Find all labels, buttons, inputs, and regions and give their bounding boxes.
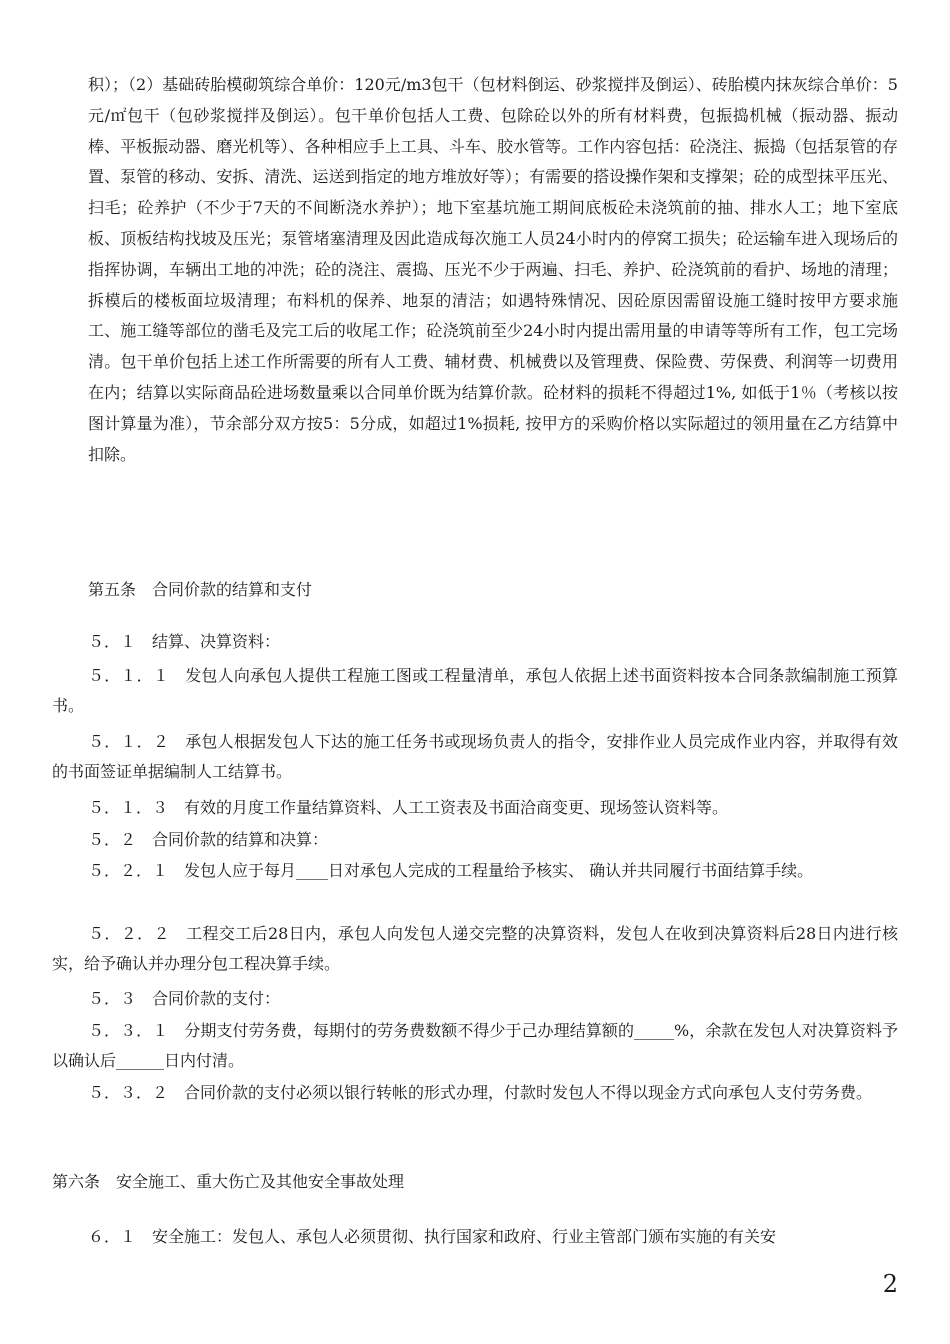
clause-6-1: ６．１ 安全施工：发包人、承包人必须贯彻、执行国家和政府、行业主管部门颁布实施的有关安	[88, 1227, 777, 1246]
article-5-heading: 第五条 合同价款的结算和支付	[88, 580, 313, 599]
clause-5-2: ５．２ 合同价款的结算和决算：	[88, 830, 329, 849]
clause-5-1-2: ５．１．２ 承包人根据发包人下达的施工任务书或现场负责人的指令，安排作业人员完成作业内容，并取得有效的书面签证单据编制人工结算书。	[52, 732, 898, 781]
clause-5-3: ５．３ 合同价款的支付：	[88, 989, 281, 1008]
body-paragraph: 积）；（2）基础砖胎模砌筑综合单价：120元/m3包干（包材料倒运、砂浆搅拌及倒运）、砖胎模内抹灰综合单价：5元/㎡包干（包砂浆搅拌及倒运）。包干单价包括人工费、包除砼以外的所有材料费，包振捣机械（振动器、振动棒、平板振动器、磨光机等）、各种相应手上工具、斗车、胶水管等。工作内容包括：砼浇注、振捣（包括泵管的存置、泵管的移动、安拆、清洗、运送到指定的地方堆放好等）；有需要的搭设操作架和支撑架；砼的成型抹平压光、扫毛；砼养护（不少于7天的不间断浇水养护）；地下室基坑施工期间底板砼未浇筑前的抽、排水人工；地下室底板、顶板结构找坡及压光；泵管堵塞清理及因此造成每次施工人员24小时内的停窝工损失；砼运输车进入现场后的指挥协调，车辆出工地的冲洗；砼的浇注、震捣、压光不少于两遍、扫毛、养护、砼浇筑前的看护、场地的清理；拆模后的楼板面垃圾清理；布料机的保养、地泵的清洁；如遇特殊情况、因砼原因需留设施工缝时按甲方要求施工、施工缝等部位的凿毛及完工后的收尾工作；砼浇筑前至少24小时内提出需用量的申请等等所有工作，包工完场清。包干单价包括上述工作所需要的所有人工费、辅材费、机械费以及管理费、保险费、劳保费、利润等一切费用在内；结算以实际商品砼进场数量乘以合同单价既为结算价款。砼材料的损耗不得超过1%, 如低于1％（考核以按图计算量为准），节余部分双方按5：5分成，如超过1%损耗, 按甲方的采购价格以实际超过的领用量在乙方结算中扣除。	[88, 75, 898, 464]
clause-5-2-2: ５．２．２ 工程交工后28日内，承包人向发包人递交完整的决算资料，发包人在收到决算资料后28日内进行核实，给予确认并办理分包工程决算手续。	[52, 924, 898, 973]
clause-5-3-2: ５．３．２ 合同价款的支付必须以银行转帐的形式办理，付款时发包人不得以现金方式向承包人支付劳务费。	[88, 1083, 873, 1102]
page-number: 2	[882, 1270, 898, 1298]
article-6-heading: 第六条 安全施工、重大伤亡及其他安全事故处理	[52, 1172, 405, 1191]
clause-5-3-1: ５．３．１ 分期支付劳务费，每期付的劳务费数额不得少于己办理结算额的_____%，余款在发包人对决算资料予以确认后______日内付清。	[52, 1021, 898, 1070]
clause-5-1-1: ５．１．１ 发包人向承包人提供工程施工图或工程量清单，承包人依据上述书面资料按本合同条款编制施工预算书。	[52, 666, 898, 715]
clause-5-1-3: ５．１．３ 有效的月度工作量结算资料、人工工资表及书面洽商变更、现场签认资料等。	[88, 798, 729, 817]
clause-5-2-1: ５．２．１ 发包人应于每月____日对承包人完成的工程量给予核实、 确认并共同履行书面结算手续。	[88, 861, 814, 880]
clause-5-1: ５．１ 结算、决算资料：	[88, 632, 281, 651]
